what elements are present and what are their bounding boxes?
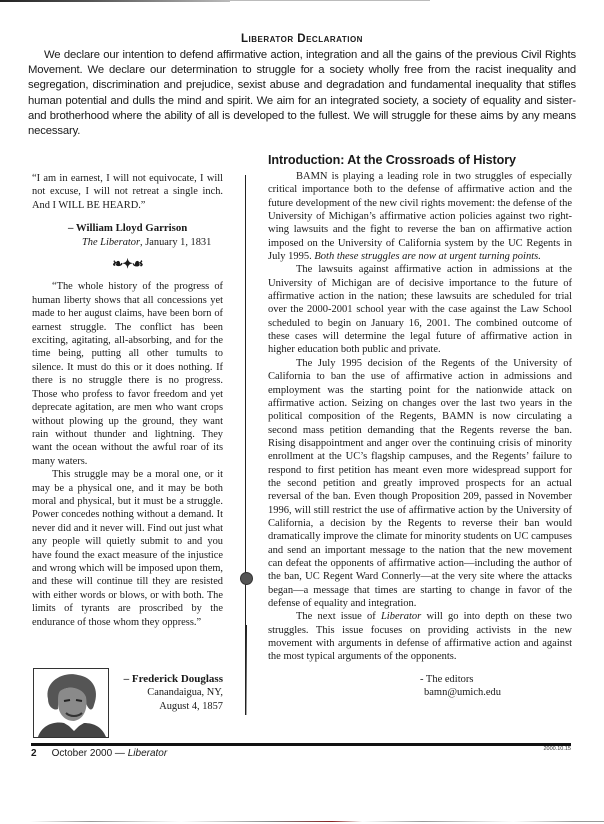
douglass-portrait — [33, 668, 109, 738]
print-code: 2000.10.15 — [543, 746, 571, 752]
garrison-source — [68, 236, 223, 249]
ornament-icon: ❧✦☙ — [112, 256, 143, 272]
issue-date: October 2000 — — [51, 748, 128, 759]
declaration-body: We declare our intention to defend affirmative action, integration and all the gains of the previous Civil Rights Movement. We declare our determination to struggle for a society wholly free from the racist inequality and segregation, discrimination and prejudice, sexist abuse and degradation and fundamental inequality that stifles human potential and dulls the mind and spirit. We aim for an integrated society, a society of equality and sister- and brotherhood where the ability of all is developed to the fullest. We will struggle for these aims by any means necessary. — [28, 49, 576, 138]
signoff — [268, 673, 572, 700]
publication-name: Liberator — [380, 611, 422, 623]
scan-artifact-top — [230, 0, 430, 1]
paragraph-text: BAMN is playing a leading role in two struggles of especially critical importance both to the defense of affirmative action and the future development of the new civil rights movement: the defense of the University of Michigan’s affirmative action policies against two right-wing lawsuits and the fight to reverse the ban on affirmative action imposed on the University of California system by the UC Regents in July 1995. — [268, 171, 572, 263]
sidebar-quotes — [32, 172, 223, 629]
douglass-quote-paragraph: This struggle may be a moral one, or it may be a physical one, and it may be both moral and physical, but it must be a struggle. Power concedes nothing without a demand. It never did and it never will. Find out just what any people will quietly submit to and you have found the exact measure of the injustice and wrong which will be imposed upon them, and these will continue till they are resisted with either words or blows, or with both. The limits of tyrants are proscribed by the endurance of those whom they oppress.” — [32, 469, 223, 628]
footer-rule — [31, 743, 571, 746]
douglass-quote — [32, 280, 223, 629]
scan-artifact-bottom — [0, 821, 604, 822]
douglass-date: August 4, 1857 — [159, 701, 223, 712]
garrison-date: , January 1, 1831 — [140, 236, 212, 248]
garrison-name: – William Lloyd Garrison — [68, 222, 188, 235]
douglass-attribution — [112, 672, 223, 714]
garrison-quote: “I am in earnest, I will not equivocate, I will not excuse, I will not retreat a single inch. And I WILL BE HEARD.” — [32, 173, 223, 211]
portrait-icon — [34, 669, 108, 737]
publication-name: Liberator — [127, 748, 168, 759]
scan-artifact-top — [0, 0, 230, 2]
footer-folio — [31, 748, 167, 759]
douglass-name: – Frederick Douglass — [123, 673, 223, 685]
paragraph-text: will go into depth on these two struggles. This issue focuses on providing activists in the new movement with arguments in defense of affirmative action and against the most typical arguments of the opponents. — [268, 611, 572, 663]
garrison-attribution — [32, 222, 223, 249]
article-paragraph: The lawsuits against affirmative action in admissions at the University of Michigan are of decisive importance to the future of affirmative action in the nation; these lawsuits are scheduled for trial over the 2000-2001 school year with the case against the Law School scheduled to begin on January 16, 2001. The combined outcome of these cases will determine the legal future of affirmative action in higher education both public and private. — [268, 264, 572, 356]
douglass-quote-paragraph: “The whole history of the progress of human liberty shows that all concessions yet made to her august claims, have been born of earnest struggle. The conflict has been exciting, agitating, all-absorbing, and for the time being, putting all other tumults to silence. It must do this or it does nothing. If there is no struggle there is no progress. Those who profess to favor freedom and yet deprecate agitation, are men who want crops without plowing up the ground, they want rain without thunder and lightning. They want the ocean without the awful roar of its many waters. — [32, 281, 223, 467]
column-divider — [246, 625, 247, 715]
article-body — [268, 170, 572, 664]
garrison-publication: The Liberator — [82, 236, 141, 248]
emphasis-text: Both these struggles are now at urgent turning points. — [314, 251, 541, 263]
article-title: Introduction: At the Crossroads of History — [268, 153, 516, 167]
hole-punch-mark — [240, 572, 253, 585]
paragraph-text: The next issue of — [296, 611, 381, 623]
article-paragraph — [268, 610, 572, 663]
article-paragraph: The July 1995 decision of the Regents of the University of California to ban the use of affirmative action in admissions and employment was the starting point for the nationwide attack on affirmative action. Seizing on changes over the last two years in the political composition of the Regents, BAMN is now circulating a second mass petition demanding that the Regents reverse the ban. Rising disappointment and anger over the continuing crisis of minority enrollment at the UC’s flagship campuses, and the Regents’ failure to respond to first petition has meant even more widespread support for the second petition and greatly improved prospects for an actual reversal of the ban. Even though Proposition 209, passed in November 1996, will still restrict the use of affirmative action by the University of California, a decision by the Regents to reverse their ban would dramatically improve the climate for minority students on UC campuses and send an important message to the nation that the new movement can defeat the opponents of affirmative action—including the author of the ban, UC Regent Ward Connerly—at the very site where the attacks began—a message that times are starting to change in favor of the defense of equality and integration. — [268, 357, 572, 609]
douglass-place: Canandaigua, NY, — [147, 687, 223, 698]
contact-email[interactable]: bamn@umich.edu — [424, 687, 502, 699]
article-paragraph — [268, 170, 572, 263]
page-number: 2 — [31, 748, 37, 759]
declaration-title: Liberator Declaration — [241, 33, 363, 45]
signoff-editors: - The editors — [420, 673, 474, 685]
article — [268, 153, 572, 700]
